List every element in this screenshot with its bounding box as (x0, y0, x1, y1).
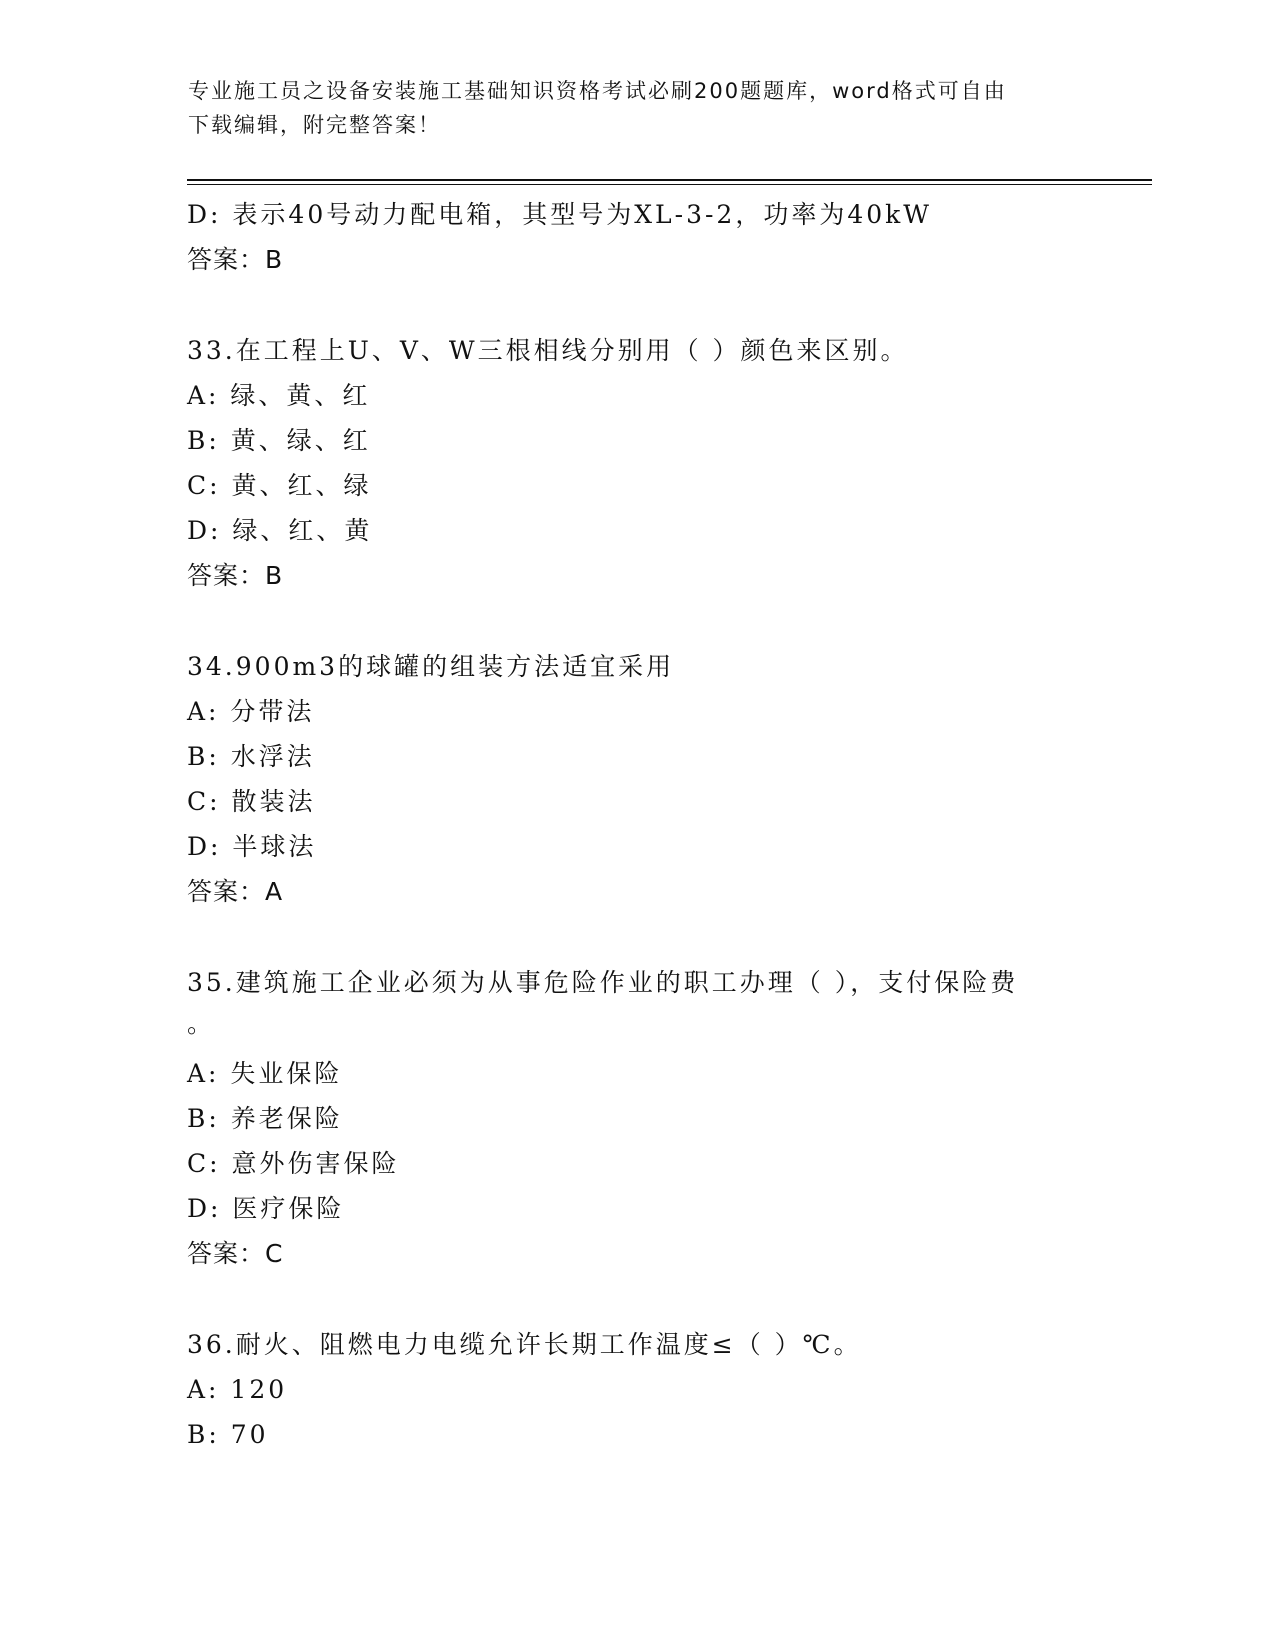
question-stem: 35.建筑施工企业必须为从事危险作业的职工办理（ ），支付保险费 (187, 968, 1019, 997)
question-35 (187, 960, 1087, 1276)
header-title-line-2: 下载编辑，附完整答案！ (188, 113, 441, 137)
answer: 答案：B (187, 561, 284, 590)
answer: 答案：C (187, 1239, 284, 1268)
document-header (188, 74, 1088, 142)
question-33 (187, 328, 1087, 598)
question-stem-continuation: 。 (187, 1009, 216, 1038)
question-36 (187, 1322, 1087, 1457)
question-stem: 33.在工程上U、V、W三根相线分别用（ ）颜色来区别。 (187, 336, 909, 365)
option-c: C: 意外伤害保险 (187, 1149, 400, 1178)
question-stem: 34.900m3的球罐的组装方法适宜采用 (187, 652, 675, 681)
prev-question-option-d: D: 表示40号动力配电箱，其型号为XL-3-2，功率为40kW (187, 200, 932, 229)
option-a: A: 分带法 (187, 697, 315, 726)
header-divider-thin (187, 184, 1152, 185)
answer: 答案：A (187, 877, 284, 906)
question-spacer (187, 598, 1087, 644)
option-b: B: 养老保险 (187, 1104, 343, 1133)
option-b: B: 70 (187, 1420, 269, 1449)
question-spacer (187, 1276, 1087, 1322)
question-stem: 36.耐火、阻燃电力电缆允许长期工作温度≤（ ）℃。 (187, 1330, 862, 1359)
option-b: B: 水浮法 (187, 742, 315, 771)
option-a: A: 失业保险 (187, 1059, 343, 1088)
option-c: C: 散装法 (187, 787, 316, 816)
question-list (187, 192, 1087, 1457)
header-title-line-1: 专业施工员之设备安装施工基础知识资格考试必刷200题题库，word格式可自由 (188, 79, 1007, 103)
question-spacer (187, 282, 1087, 328)
question-spacer (187, 914, 1087, 960)
prev-question-answer: 答案：B (187, 245, 284, 274)
option-c: C: 黄、红、绿 (187, 471, 372, 500)
option-a: A: 绿、黄、红 (187, 381, 371, 410)
option-d: D: 医疗保险 (187, 1194, 345, 1223)
option-b: B: 黄、绿、红 (187, 426, 371, 455)
header-divider-thick (187, 179, 1152, 181)
option-d: D: 半球法 (187, 832, 317, 861)
option-d: D: 绿、红、黄 (187, 516, 373, 545)
question-34 (187, 644, 1087, 914)
option-a: A: 120 (187, 1375, 288, 1404)
